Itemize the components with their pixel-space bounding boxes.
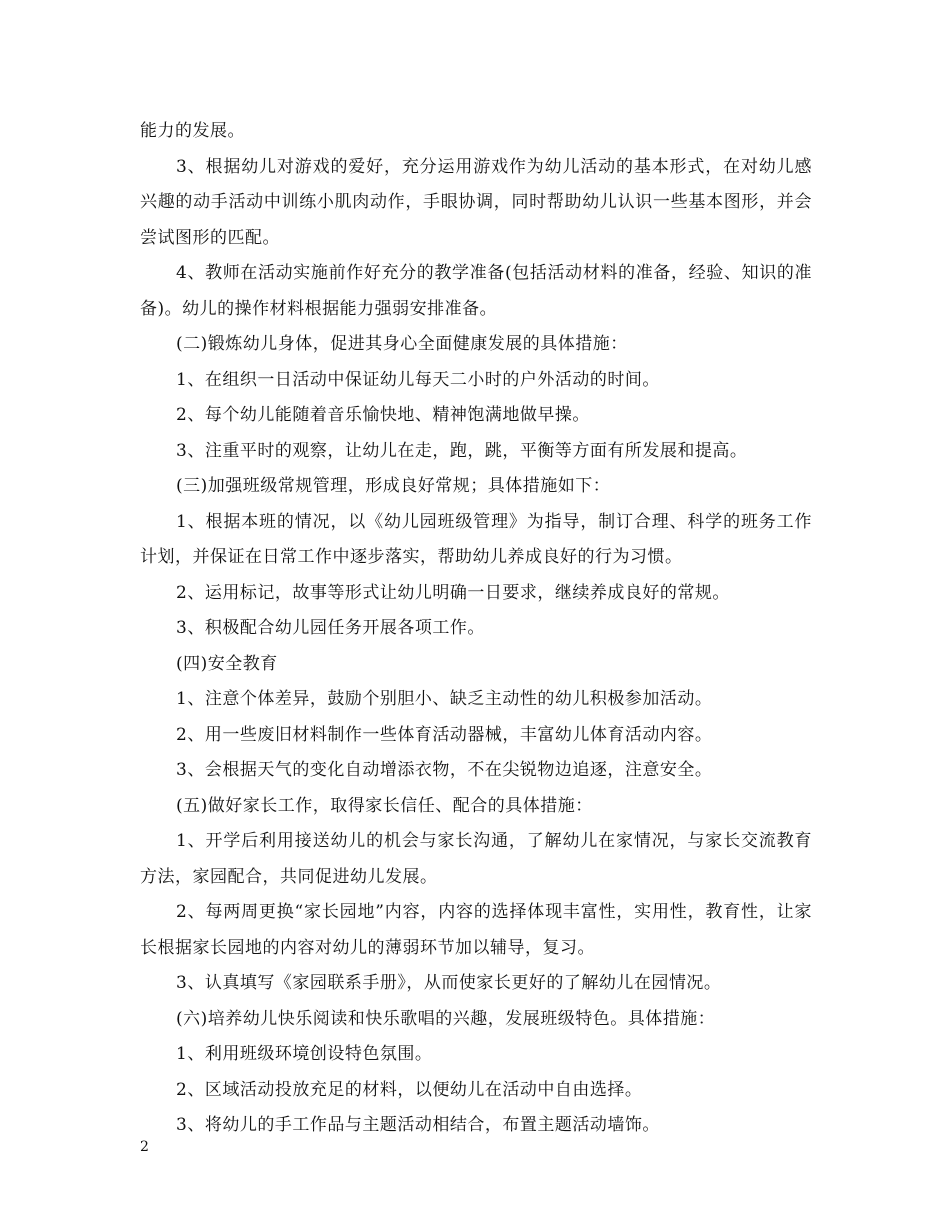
paragraph-4-item-3: 3、会根据天气的变化自动增添衣物，不在尖锐物边追逐，注意安全。 — [176, 760, 713, 780]
paragraph-6-item-1: 1、利用班级环境创设特色氛围。 — [176, 1044, 433, 1064]
paragraph-2-item-2: 2、每个幼儿能随着音乐愉快地、精神饱满地做早操。 — [176, 405, 590, 425]
paragraph-3-item-1: 1、根据本班的情况，以《幼儿园班级管理》为指导，制订合理、科学的班务工作计划，并保证在日常工作中逐步落实，帮助幼儿养成良好的行为习惯。 — [140, 511, 812, 567]
paragraph-item-3-games: 3、根据幼儿对游戏的爱好，充分运用游戏作为幼儿活动的基本形式，在对幼儿感兴趣的动手活动中训练小肌肉动作，手眼协调，同时帮助幼儿认识一些基本图形，并会尝试图形的匹配。 — [140, 156, 812, 248]
section-heading-6: (六)培养幼儿快乐阅读和快乐歌唱的兴趣，发展班级特色。具体措施： — [176, 1008, 716, 1029]
section-heading-4: (四)安全教育 — [176, 653, 278, 674]
section-heading-5: (五)做好家长工作，取得家长信任、配合的具体措施： — [176, 795, 593, 816]
paragraph-5-item-2: 2、每两周更换“家长园地”内容，内容的选择体现丰富性，实用性，教育性，让家长根据家长园地的内容对幼儿的薄弱环节加以辅导，复习。 — [140, 902, 812, 958]
paragraph-item-4-preparation: 4、教师在活动实施前作好充分的教学准备(包括活动材料的准备，经验、知识的准备)。幼儿的操作材料根据能力强弱安排准备。 — [140, 263, 812, 319]
paragraph-continuation: 能力的发展。 — [140, 121, 245, 141]
paragraph-4-item-1: 1、注意个体差异，鼓励个别胆小、缺乏主动性的幼儿积极参加活动。 — [176, 689, 713, 709]
paragraph-6-item-3: 3、将幼儿的手工作品与主题活动相结合，布置主题活动墙饰。 — [176, 1115, 660, 1135]
paragraph-3-item-2: 2、运用标记，故事等形式让幼儿明确一日要求，继续养成良好的常规。 — [176, 582, 730, 603]
paragraph-5-item-1: 1、开学后利用接送幼儿的机会与家长沟通，了解幼儿在家情况，与家长交流教育方法，家园配合，共同促进幼儿发展。 — [140, 831, 812, 887]
section-heading-3: (三)加强班级常规管理，形成良好常规；具体措施如下： — [176, 476, 611, 496]
page-number: 2 — [140, 1139, 149, 1155]
paragraph-5-item-3: 3、认真填写《家园联系手册》，从而使家长更好的了解幼儿在园情况。 — [176, 973, 722, 993]
paragraph-4-item-2: 2、用一些废旧材料制作一些体育活动器械，丰富幼儿体育活动内容。 — [176, 724, 713, 745]
section-heading-2: (二)锻炼幼儿身体，促进其身心全面健康发展的具体措施： — [176, 334, 628, 354]
paragraph-2-item-1: 1、在组织一日活动中保证幼儿每天二小时的户外活动的时间。 — [176, 369, 660, 390]
paragraph-6-item-2: 2、区域活动投放充足的材料，以便幼儿在活动中自由选择。 — [176, 1079, 643, 1100]
paragraph-3-item-3: 3、积极配合幼儿园任务开展各项工作。 — [176, 618, 485, 638]
document-body — [140, 114, 812, 1144]
paragraph-2-item-3: 3、注重平时的观察，让幼儿在走，跑，跳，平衡等方面有所发展和提高。 — [176, 440, 748, 461]
